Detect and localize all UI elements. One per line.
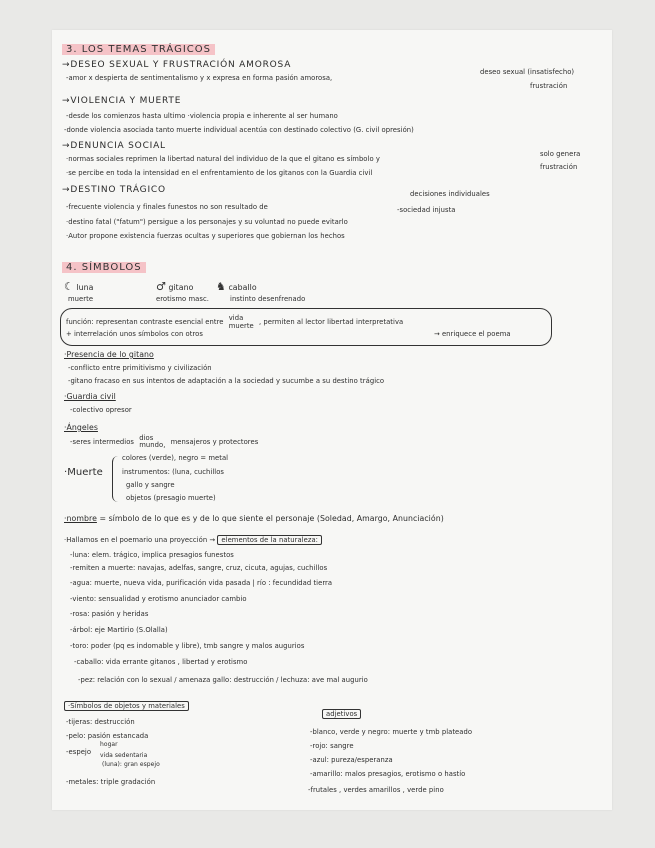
denuncia-heading: →DENUNCIA SOCIAL <box>62 141 166 151</box>
gitano-line-1: -conflicto entre primitivismo y civilización <box>68 364 212 372</box>
destino-line-2: ·destino fatal ("fatum") persigue a los personajes y su voluntad no puede evitarlo <box>66 218 348 226</box>
symbol-gitano: ♂ gitano <box>156 280 194 293</box>
destino-right-2: -sociedad injusta <box>397 206 456 214</box>
destino-heading: →DESTINO TRÁGICO <box>62 185 166 195</box>
elementos-item: -caballo: vida errante gitanos , libertad y erotismo <box>74 658 248 666</box>
objetos-heading: ·Símbolos de objetos y materiales <box>64 702 189 710</box>
elementos-item: -árbol: eje Martirio (S.Olalla) <box>70 626 168 634</box>
symbol-luna-meaning: muerte <box>68 295 94 303</box>
objetos-item: -pelo: pasión estancada <box>66 732 149 740</box>
destino-right: decisiones individuales <box>410 190 490 198</box>
deseo-heading: →DESEO SEXUAL Y FRUSTRACIÓN AMOROSA <box>62 60 292 70</box>
adjetivos-item: -rojo: sangre <box>310 742 354 750</box>
elementos-item: -remiten a muerte: navajas, adelfas, sangre, cruz, cicuta, agujas, cuchillos <box>70 564 328 572</box>
symbol-luna: ☾ luna <box>64 280 94 293</box>
function-line-1: función: representan contraste esencial entre vida muerte , permiten al lector libertad interpretativa <box>66 314 404 330</box>
muerte-line-1: colores (verde), negro = metal <box>122 454 229 462</box>
adjetivos-item: -blanco, verde y negro: muerte y tmb plateado <box>310 728 473 736</box>
elementos-item: -luna: elem. trágico, implica presagios funestos <box>70 551 234 559</box>
symbol-caballo-meaning: instinto desenfrenado <box>230 295 306 303</box>
elementos-item: -toro: poder (pq es indomable y libre), tmb sangre y malos augurios <box>70 642 305 650</box>
section-4-title: 4. SÍMBOLOS <box>62 262 146 273</box>
horse-icon: ♞ <box>216 280 226 293</box>
symbol-caballo: ♞ caballo <box>216 280 257 293</box>
muerte-heading: ·Muerte <box>64 467 103 478</box>
symbol-gitano-meaning: erotismo masc. <box>156 295 209 303</box>
elementos-item: -viento: sensualidad y erotismo anunciador cambio <box>70 595 247 603</box>
muerte-line-3: gallo y sangre <box>126 481 175 489</box>
deseo-line-1: -amor x despierta de sentimentalismo y x expresa en forma pasión amorosa, <box>66 74 333 82</box>
notes-page <box>52 30 612 810</box>
espejo-note-b: vida sedentaria <box>100 752 148 759</box>
denuncia-line-2: ·se percibe en toda la intensidad en el enfrentamiento de los gitanos con la Guardia civil <box>66 169 373 177</box>
espejo-note-a: hogar <box>100 741 118 748</box>
adjetivos-item: -amarillo: malos presagios, erotismo o hastío <box>310 770 466 778</box>
nombre-row: ·nombre = símbolo de lo que es y de lo que siente el personaje (Soledad, Amargo, Anunciación) <box>64 514 444 523</box>
denuncia-right-2: frustración <box>540 163 578 171</box>
gitano-heading: ·Presencia de lo gitano <box>64 350 154 359</box>
gitano-line-2: -gitano fracaso en sus intentos de adaptación a la sociedad y sucumbe a su destino trágico <box>68 377 385 385</box>
muerte-line-2: instrumentos: (luna, cuchillos <box>122 468 225 476</box>
adjetivos-heading: adjetivos <box>322 710 361 718</box>
angeles-line-1: -seres intermedios dios mundo, mensajeros y protectores <box>70 434 259 449</box>
destino-line-1: -frecuente violencia y finales funestos no son resultado de <box>66 203 268 211</box>
denuncia-right-1: solo genera <box>540 150 581 158</box>
elementos-item: -pez: relación con lo sexual / amenaza gallo: destrucción / lechuza: ave mal augurio <box>78 676 368 684</box>
angeles-heading: ·Ángeles <box>64 423 98 432</box>
muerte-line-4: objetos (presagio muerte) <box>126 494 216 502</box>
objetos-item: -tijeras: destrucción <box>66 718 135 726</box>
elementos-item: -rosa: pasión y heridas <box>70 610 149 618</box>
violencia-line-1: -desde los comienzos hasta ultimo ·violencia propia e inherente al ser humano <box>66 112 338 120</box>
objetos-item: -metales: triple gradación <box>66 778 156 786</box>
destino-line-3: ·Autor propone existencia fuerzas ocultas y superiores que gobiernan los hechos <box>66 232 345 240</box>
deseo-right-note-2: frustración <box>530 82 568 90</box>
section-3-title: 3. LOS TEMAS TRÁGICOS <box>62 44 215 55</box>
elementos-heading: ·Hallamos en el poemario una proyección → elementos de la naturaleza: <box>64 536 322 544</box>
adjetivos-item: -azul: pureza/esperanza <box>310 756 393 764</box>
function-line-2: + interrelación unos símbolos con otros <box>66 330 203 338</box>
violencia-heading: →VIOLENCIA Y MUERTE <box>62 96 182 106</box>
objetos-item: -espejo <box>66 748 92 756</box>
espejo-note-c: (luna): gran espejo <box>102 761 160 768</box>
function-line-2-right: → enriquece el poema <box>434 330 511 338</box>
guardia-heading: ·Guardia civil <box>64 392 116 401</box>
deseo-right-note: deseo sexual (insatisfecho) <box>480 68 575 76</box>
muerte-bracket <box>112 456 121 502</box>
guardia-line-1: -colectivo opresor <box>70 406 132 414</box>
elementos-item: -agua: muerte, nueva vida, purificación vida pasada | río : fecundidad tierra <box>70 579 333 587</box>
adjetivos-item: -frutales , verdes amarillos , verde pino <box>308 786 444 794</box>
violencia-line-2: -donde violencia asociada tanto muerte individual acentúa con destinado colectivo (G. civil opresión) <box>64 126 414 134</box>
denuncia-line-1: ·normas sociales reprimen la libertad natural del individuo de la que el gitano es símbolo y <box>66 155 380 163</box>
male-symbol-icon: ♂ <box>156 280 166 293</box>
moon-icon: ☾ <box>64 280 74 293</box>
